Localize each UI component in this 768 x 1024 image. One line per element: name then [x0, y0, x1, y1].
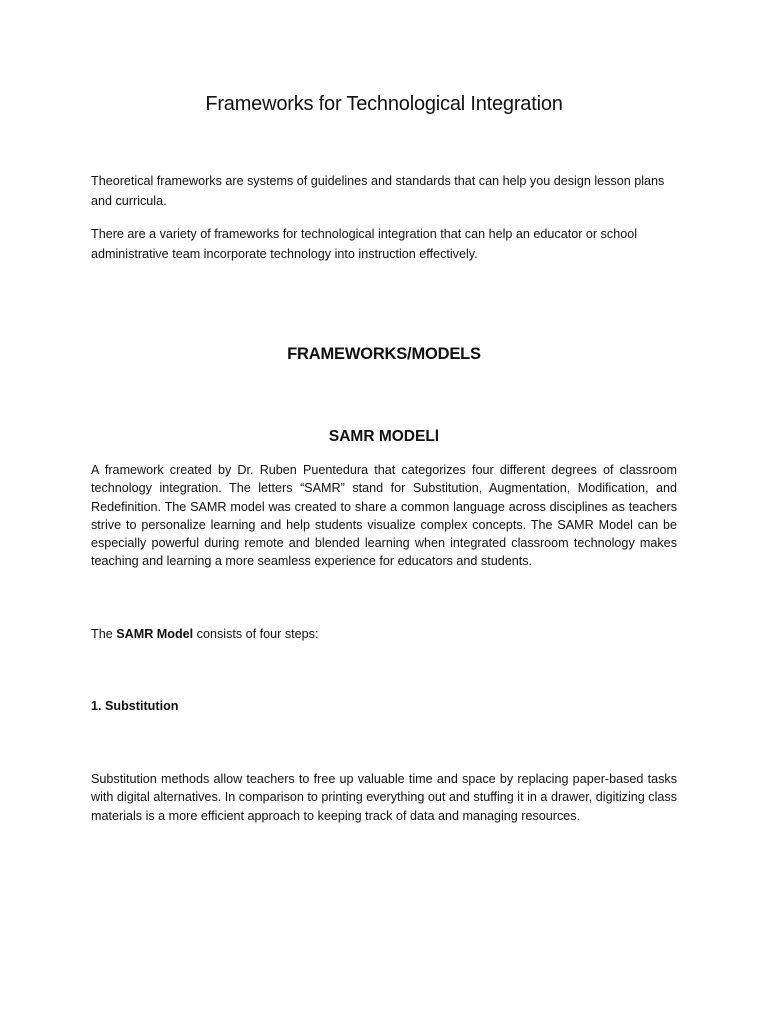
section-heading: FRAMEWORKS/MODELS — [287, 345, 481, 363]
intro-paragraph-2: There are a variety of frameworks for technological integration that can help an educator or school administrative team incorporate technology into instruction effectively. — [91, 227, 638, 261]
steps-intro-prefix: The — [91, 627, 117, 641]
steps-intro — [91, 625, 677, 643]
steps-intro-suffix: consists of four steps: — [193, 627, 319, 641]
samr-description: A framework created by Dr. Ruben Puentedura that categorizes four different degrees of classroom technology integration. The letters “SAMR” stand for Substitution, Augmentation, Modification, and Redefinition. The SAMR model was created to share a common language across disciplines as teachers strive to personalize learning and help students visualize complex concepts. The SAMR Model can be especially powerful during remote and blended learning when integrated classroom technology makes teaching and learning a more seamless experience for educators and students. — [91, 463, 677, 569]
document-title: Frameworks for Technological Integration — [205, 93, 563, 115]
samr-heading: SAMR MODELl — [328, 428, 440, 445]
intro-paragraph-1: Theoretical frameworks are systems of guidelines and standards that can help you design lesson plans and curricula. — [91, 174, 665, 208]
step-1-description: Substitution methods allow teachers to free up valuable time and space by replacing paper-based tasks with digital alternatives. In comparison to printing everything out and stuffing it in a drawer, digitizing class materials is a more efficient approach to keeping track of data and managing resources. — [91, 772, 677, 823]
steps-intro-model-name: SAMR Model — [116, 627, 194, 641]
step-1-heading: 1. Substitution — [91, 699, 179, 713]
